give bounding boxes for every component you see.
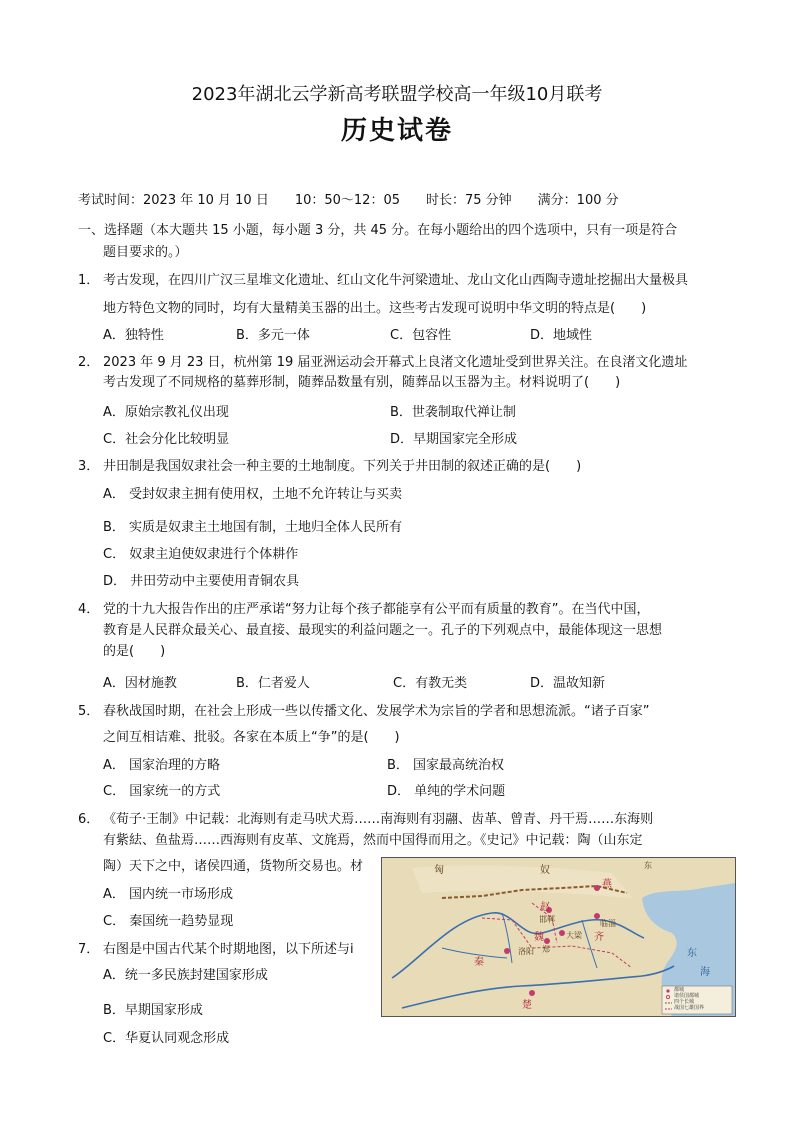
q2-stem-line2: 考古发现了不同规格的墓葬形制，随葬品数量有别，随葬品以玉器为主。材料说明了( ) — [103, 375, 621, 390]
q6-stem-line2: 有紫紶、鱼盐焉……西海则有皮革、文旄焉，然而中国得而用之。《史记》中记载：陶（山东定 — [103, 833, 643, 848]
q1-stem-line2: 地方特色文物的同时，均有大量精美玉器的出土。这些考古发现可说明中华文明的特点是( ) — [103, 301, 647, 316]
q1-option-a[interactable]: A．独特性 — [103, 328, 164, 343]
q5-stem-line1: 春秋战国时期，在社会上形成一些以传播文化、发展学术为宗旨的学者和思想流派。“诸子百家” — [103, 704, 650, 719]
q3-stem-line1: 井田制是我国奴隶社会一种主要的土地制度。下列关于井田制的叙述正确的是( ) — [103, 459, 582, 474]
q2-option-a[interactable]: A．原始宗教礼仪出现 — [103, 405, 229, 420]
map-label-sea: 海 — [700, 967, 710, 978]
q7-option-a[interactable]: A．统一多民族封建国家形成 — [103, 968, 268, 983]
q5-option-a[interactable]: A． 国家治理的方略 — [103, 758, 221, 773]
q5-option-d[interactable]: D． 单纯的学术问题 — [387, 784, 506, 799]
section-instruction-line1: 一、选择题（本大题共 15 小题，每小题 3 分，共 45 分。在每小题给出的四个选项中，只有一项是符合 — [78, 223, 678, 238]
q3-option-c[interactable]: C． 奴隶主迫使奴隶进行个体耕作 — [103, 547, 299, 562]
legend-borders: 战国七雄国界 — [674, 1005, 705, 1011]
map-label-chu: 楚 — [522, 1000, 532, 1011]
q6-option-c[interactable]: C． 秦国统一趋势显现 — [103, 914, 234, 929]
map-label-east: 东 — [687, 948, 697, 959]
q7-stem-line1: 右图是中国古代某个时期地图，以下所述与i — [103, 942, 354, 957]
q2-option-c[interactable]: C．社会分化比较明显 — [103, 432, 230, 447]
map-label-yan: 燕 — [602, 879, 612, 890]
map-label-zheng: 郑 — [542, 945, 550, 954]
map-label-handan: 邯郸 — [539, 915, 555, 924]
q4-stem-line3: 的是( ) — [103, 644, 166, 659]
map-label-luoyang: 洛阳 — [518, 947, 534, 956]
exam-info: 考试时间：2023 年 10 月 10 日 10：50～12：05 时长：75 分钟 满分：100 分 — [78, 193, 619, 208]
map-label-zhao: 赵 — [540, 902, 550, 913]
q2-number: 2． — [78, 355, 100, 370]
q7-option-b[interactable]: B．早期国家形成 — [103, 1003, 203, 1018]
map-label-linzi: 临淄 — [600, 919, 616, 928]
exam-title: 2023年湖北云学新高考联盟学校高一年级10月联考 — [191, 84, 603, 105]
legend-capital: 都城 — [674, 987, 685, 993]
q6-stem-line3: 陶）天下之中，诸侯四通，货物所交易也。材 — [103, 859, 364, 874]
q1-stem-line1: 考古发现，在四川广汉三星堆文化遗址、红山文化牛河梁遗址、龙山文化山西陶寺遗址挖掘出大量极具 — [103, 273, 689, 288]
map-label-nu: 奴 — [540, 865, 550, 876]
q4-option-a[interactable]: A．因材施教 — [103, 676, 177, 691]
q2-stem-line1: 2023 年 9 月 23 日，杭州第 19 届亚洲运动会开幕式上良渚文化遗址受到世界关注。在良渚文化遗址 — [103, 355, 688, 370]
q5-option-b[interactable]: B． 国家最高统治权 — [387, 758, 505, 773]
q3-option-a[interactable]: A． 受封奴隶主拥有使用权，土地不允许转让与买卖 — [103, 487, 403, 502]
legend-great-wall: 四个长城 — [674, 999, 695, 1005]
map-label-daliang: 大梁 — [566, 931, 582, 940]
map-label-wei: 魏 — [534, 932, 544, 943]
q1-number: 1． — [78, 273, 100, 288]
q4-option-d[interactable]: D．温故知新 — [530, 676, 606, 691]
q4-option-b[interactable]: B．仁者爱人 — [236, 676, 310, 691]
q4-stem-line2: 教育是人民群众最关心、最直接、最现实的利益问题之一。孔子的下列观点中，最能体现这一思想 — [103, 623, 663, 638]
q4-stem-line1: 党的十九大报告作出的庄严承诺“努力让每个孩子都能享有公平而有质量的教育”。在当代中国， — [103, 602, 650, 617]
q5-stem-line2: 之间互相诘难、批驳。各家在本质上“争”的是( ) — [103, 730, 400, 745]
historical-map — [381, 857, 736, 1017]
map-label-qin: 秦 — [474, 957, 484, 968]
q5-option-c[interactable]: C． 国家统一的方式 — [103, 784, 221, 799]
legend-state-capital: 诸侯国都城 — [674, 993, 700, 999]
q6-stem-line1: 《荀子·王制》中记载：北海则有走马吠犬焉……南海则有羽翮、齿革、曾青、丹干焉……东海则 — [103, 812, 654, 827]
q6-option-a[interactable]: A． 国内统一市场形成 — [103, 887, 234, 902]
q7-number: 7． — [78, 942, 100, 957]
q5-number: 5． — [78, 704, 100, 719]
q6-number: 6． — [78, 812, 100, 827]
q1-option-c[interactable]: C．包容性 — [390, 328, 452, 343]
q4-option-c[interactable]: C．有教无类 — [393, 676, 468, 691]
map-label-qi: 齐 — [594, 932, 604, 943]
map-label-dong-north: 东 — [644, 861, 652, 870]
q7-option-c[interactable]: C．华夏认同观念形成 — [103, 1031, 230, 1046]
subject-title: 历史试卷 — [340, 116, 453, 146]
q3-number: 3． — [78, 459, 100, 474]
q3-option-d[interactable]: D． 井田劳动中主要使用青铜农具 — [103, 574, 300, 589]
q3-option-b[interactable]: B． 实质是奴隶主土地国有制，土地归全体人民所有 — [103, 520, 403, 535]
q1-option-b[interactable]: B．多元一体 — [236, 328, 310, 343]
section-instruction-line2: 题目要求的。） — [103, 245, 188, 260]
q4-number: 4． — [78, 602, 100, 617]
q1-option-d[interactable]: D．地域性 — [530, 328, 593, 343]
q2-option-d[interactable]: D．早期国家完全形成 — [390, 432, 518, 447]
map-label-xiong: 匈 — [434, 865, 444, 876]
q2-option-b[interactable]: B．世袭制取代禅让制 — [390, 405, 516, 420]
